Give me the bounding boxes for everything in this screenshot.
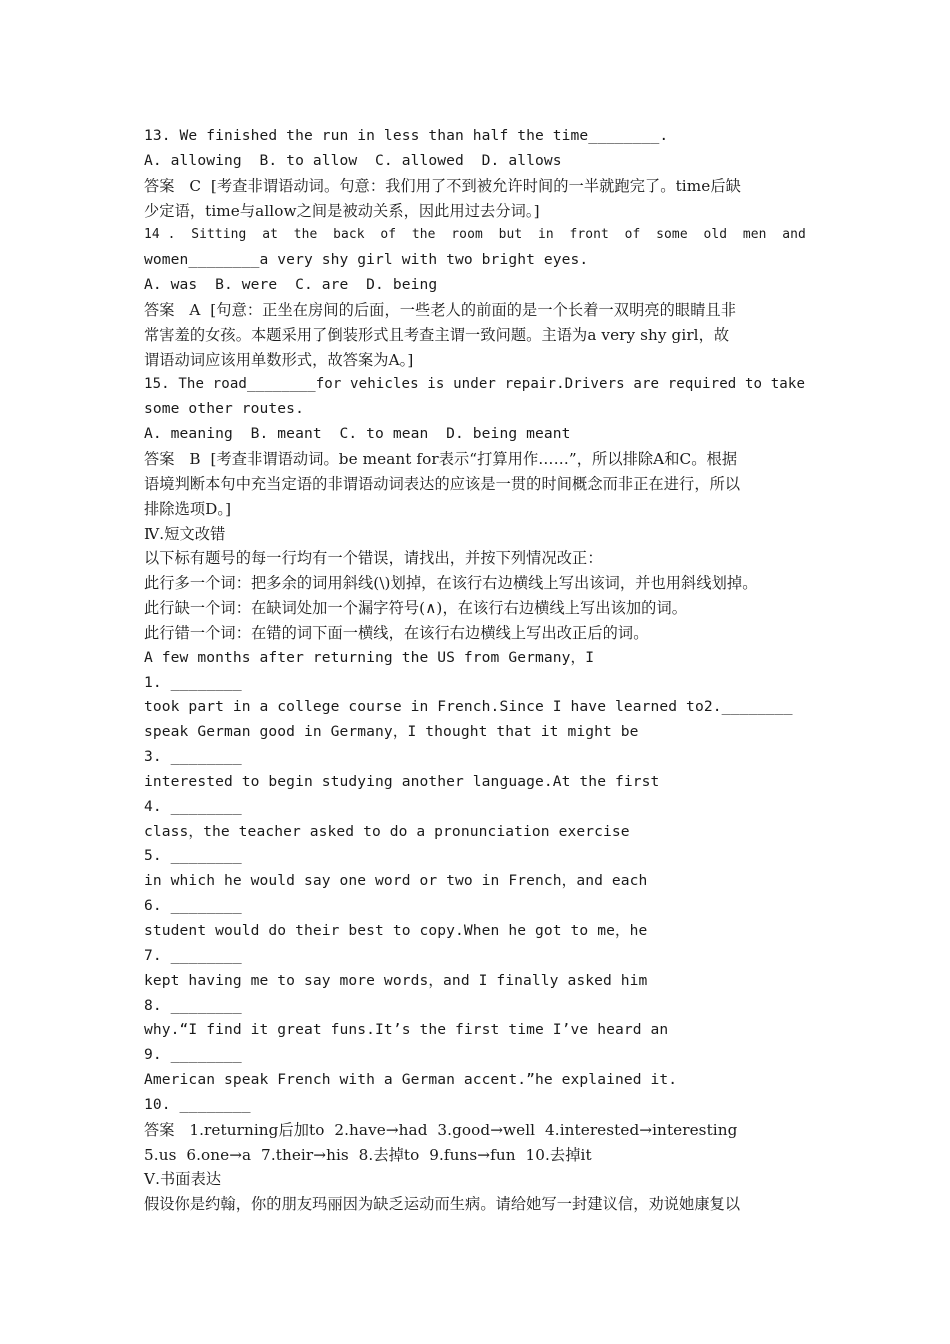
- q14-stem-line-1: 14 . Sitting at the back of the room but in front of some old men and: [144, 227, 806, 243]
- passage-line-1: A few months after returning the US from Germany，I: [144, 648, 595, 666]
- answer-blank-8: 8. ________: [144, 996, 242, 1014]
- q15-answer-line-3: 排除选项D。]: [144, 499, 232, 518]
- q15-options: A. meaning B. meant C. to mean D. being meant: [144, 425, 571, 443]
- correction-answer-line-2: 5.us 6.one→a 7.their→his 8.去掉to 9.funs→fun 10.去掉it: [144, 1145, 592, 1164]
- passage-line-7: student would do their best to copy.When he got to me，he: [144, 922, 648, 939]
- answer-blank-1: 1. ________: [144, 673, 242, 691]
- passage-line-4: interested to begin studying another language.At the first: [144, 772, 660, 790]
- instruction-extra-word: 此行多一个词：把多余的词用斜线(\)划掉，在该行右边横线上写出该词，并也用斜线划掉。: [144, 574, 758, 593]
- answer-blank-5: 5. ________: [144, 847, 242, 865]
- q15-answer-line-2: 语境判断本句中充当定语的非谓语动词表达的应该是一贯的时间概念而非正在进行，所以: [144, 474, 741, 493]
- q13-answer-line-2: 少定语，time与allow之间是被动关系，因此用过去分词。]: [144, 201, 540, 220]
- answer-blank-4: 4. ________: [144, 797, 242, 815]
- q14-answer-line-1: 答案 A [句意：正坐在房间的后面，一些老人的前面的是一个长着一双明亮的眼睛且非: [144, 300, 737, 319]
- passage-line-6: in which he would say one word or two in French，and each: [144, 872, 648, 890]
- passage-line-2: took part in a college course in French.Since I have learned to2.________: [144, 698, 793, 716]
- answer-blank-3: 3. ________: [144, 748, 242, 766]
- instruction-missing-word: 此行缺一个词：在缺词处加一个漏字符号(∧)，在该行右边横线上写出该加的词。: [144, 599, 688, 618]
- correction-answer-line-1: 答案 1.returning后加to 2.have→had 3.good→well 4.interested→interesting: [144, 1120, 738, 1139]
- instruction-intro: 以下标有题号的每一行均有一个错误，请找出，并按下列情况改正：: [144, 549, 603, 568]
- q13-answer-line-1: 答案 C [考查非谓语动词。句意：我们用了不到被允许时间的一半就跑完了。time后缺: [144, 176, 741, 195]
- passage-line-3: speak German good in Germany，I thought that it might be: [144, 723, 639, 741]
- q15-answer-line-1: 答案 B [考查非谓语动词。be meant for表示“打算用作……”，所以排除A和C。根据: [144, 449, 738, 468]
- q15-stem-line-2: some other routes.: [144, 400, 304, 418]
- q13-options: A. allowing B. to allow C. allowed D. allows: [144, 151, 562, 169]
- section-heading-error-correction: Ⅳ.短文改错: [144, 524, 226, 543]
- answer-blank-10: 10. ________: [144, 1095, 251, 1113]
- writing-prompt-line-1: 假设你是约翰，你的朋友玛丽因为缺乏运动而生病。请给她写一封建议信，劝说她康复以: [144, 1195, 741, 1214]
- q14-options: A. was B. were C. are D. being: [144, 276, 438, 294]
- document-page: [144, 124, 808, 1217]
- answer-blank-9: 9. ________: [144, 1046, 242, 1064]
- passage-line-8: kept having me to say more words，and I finally asked him: [144, 971, 648, 989]
- passage-line-9: why.“I find it great funs.It’s the first time I’ve heard an: [144, 1021, 669, 1039]
- passage-line-10: American speak French with a German accent.”he explained it.: [144, 1071, 678, 1089]
- instruction-wrong-word: 此行错一个词：在错的词下面一横线，在该行右边横线上写出改正后的词。: [144, 623, 649, 642]
- passage-line-5: class，the teacher asked to do a pronunciation exercise: [144, 822, 630, 840]
- answer-blank-7: 7. ________: [144, 946, 242, 964]
- q14-answer-line-2: 常害羞的女孩。本题采用了倒装形式且考查主谓一致问题。主语为a very shy girl，故: [144, 325, 730, 344]
- q15-stem-line-1: 15. The road________for vehicles is under repair.Drivers are required to take: [144, 376, 806, 393]
- q14-answer-line-3: 谓语动词应该用单数形式，故答案为A。]: [144, 350, 414, 369]
- q13-stem: 13. We finished the run in less than half the time________.: [144, 127, 669, 144]
- q14-stem-line-2: women________a very shy girl with two bright eyes.: [144, 251, 589, 269]
- answer-blank-6: 6. ________: [144, 897, 242, 915]
- section-heading-writing: Ⅴ.书面表达: [144, 1170, 222, 1189]
